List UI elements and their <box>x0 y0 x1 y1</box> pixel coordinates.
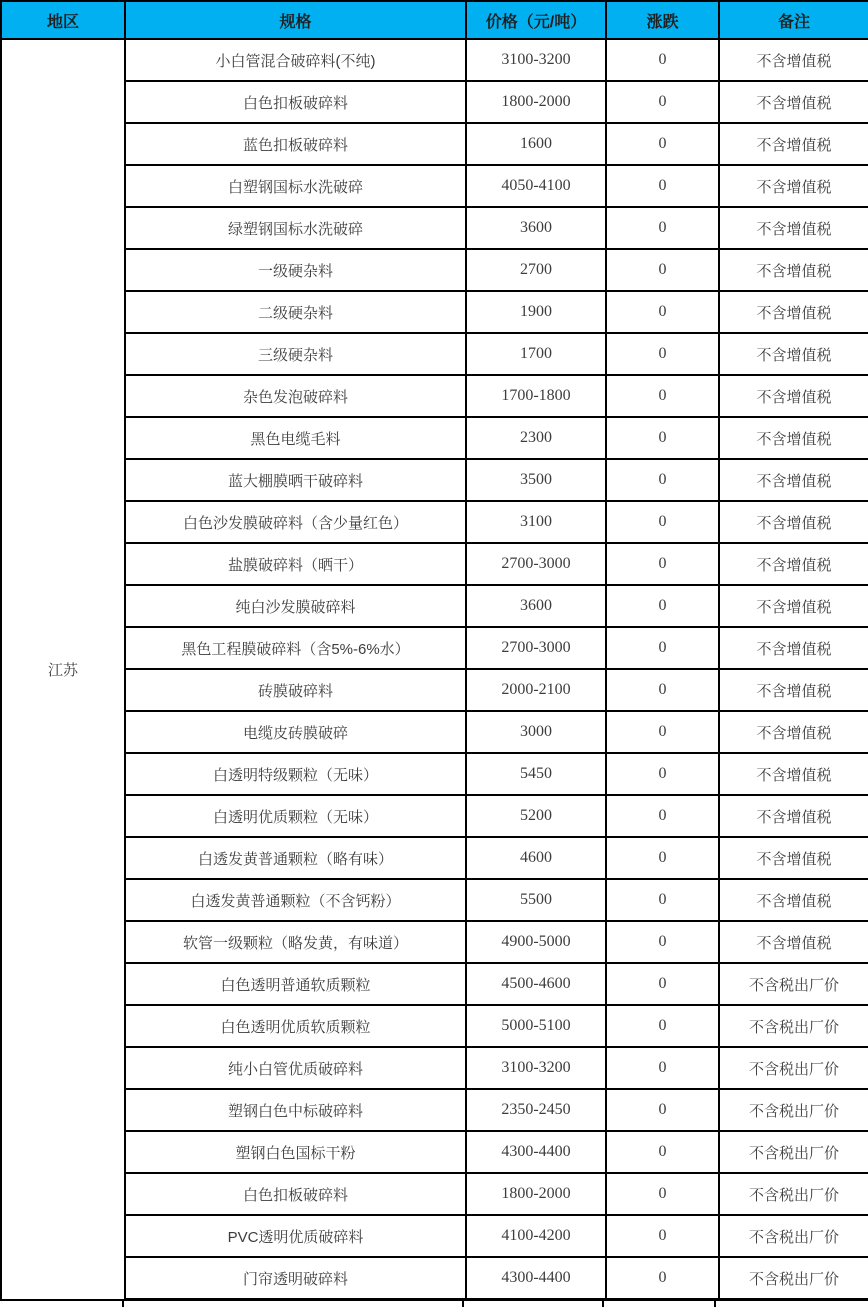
spec-cell: 白色扣板破碎料 <box>125 1173 466 1215</box>
table-row <box>1 291 868 333</box>
change-cell: 0 <box>606 39 719 81</box>
change-cell: 0 <box>606 333 719 375</box>
price-cell: 4100-4200 <box>466 1215 606 1257</box>
note-cell: 不含增值税 <box>719 501 868 543</box>
spec-cell: 盐膜破碎料（晒干） <box>125 543 466 585</box>
price-cell: 1900 <box>466 291 606 333</box>
spec-cell: 白色透明优质软质颗粒 <box>125 1005 466 1047</box>
price-cell: 4300-4400 <box>466 1131 606 1173</box>
spec-cell: 白透明优质颗粒（无味） <box>125 795 466 837</box>
note-cell: 不含增值税 <box>719 585 868 627</box>
note-cell: 不含增值税 <box>719 459 868 501</box>
spec-cell: 一级硬杂料 <box>125 249 466 291</box>
col-header-spec: 规格 <box>125 1 466 39</box>
table-row <box>1 921 868 963</box>
note-cell: 不含增值税 <box>719 417 868 459</box>
change-cell: 0 <box>606 543 719 585</box>
note-cell: 不含税出厂价 <box>719 1215 868 1257</box>
table-row <box>1 963 868 1005</box>
table-row <box>1 333 868 375</box>
price-cell: 3600 <box>466 207 606 249</box>
change-cell: 0 <box>606 1131 719 1173</box>
table-row <box>1 1005 868 1047</box>
spec-cell: 白透发黄普通颗粒（不含钙粉） <box>125 879 466 921</box>
spec-cell: 砖膜破碎料 <box>125 669 466 711</box>
note-cell: 不含增值税 <box>719 249 868 291</box>
note-cell: 不含税出厂价 <box>719 963 868 1005</box>
change-cell: 0 <box>606 1215 719 1257</box>
clipped-cell <box>716 1301 868 1307</box>
change-cell: 0 <box>606 123 719 165</box>
table-row <box>1 39 868 81</box>
note-cell: 不含增值税 <box>719 291 868 333</box>
spec-cell: 纯白沙发膜破碎料 <box>125 585 466 627</box>
note-cell: 不含增值税 <box>719 81 868 123</box>
spec-cell: 电缆皮砖膜破碎 <box>125 711 466 753</box>
spec-cell: 白色扣板破碎料 <box>125 81 466 123</box>
note-cell: 不含增值税 <box>719 375 868 417</box>
spec-cell: 黑色电缆毛料 <box>125 417 466 459</box>
table-row <box>1 417 868 459</box>
note-cell: 不含增值税 <box>719 333 868 375</box>
change-cell: 0 <box>606 291 719 333</box>
price-cell: 2300 <box>466 417 606 459</box>
change-cell: 0 <box>606 837 719 879</box>
price-cell: 3100-3200 <box>466 1047 606 1089</box>
note-cell: 不含增值税 <box>719 921 868 963</box>
spec-cell: 塑钢白色国标干粉 <box>125 1131 466 1173</box>
note-cell: 不含增值税 <box>719 165 868 207</box>
table-row <box>1 81 868 123</box>
table-row <box>1 207 868 249</box>
table-row <box>1 669 868 711</box>
price-cell: 2700 <box>466 249 606 291</box>
spec-cell: 门帘透明破碎料 <box>125 1257 466 1300</box>
table-row <box>1 1047 868 1089</box>
price-cell: 5500 <box>466 879 606 921</box>
spec-cell: 白色透明普通软质颗粒 <box>125 963 466 1005</box>
price-cell: 3100 <box>466 501 606 543</box>
note-cell: 不含增值税 <box>719 753 868 795</box>
price-cell: 4300-4400 <box>466 1257 606 1300</box>
change-cell: 0 <box>606 81 719 123</box>
note-cell: 不含增值税 <box>719 39 868 81</box>
region-cell: 江苏 <box>1 39 125 1300</box>
spec-cell: 软管一级颗粒（略发黄，有味道） <box>125 921 466 963</box>
clipped-cell <box>124 1301 464 1307</box>
change-cell: 0 <box>606 207 719 249</box>
note-cell: 不含税出厂价 <box>719 1257 868 1300</box>
price-cell: 1700-1800 <box>466 375 606 417</box>
col-header-region: 地区 <box>1 1 125 39</box>
spec-cell: 白色沙发膜破碎料（含少量红色） <box>125 501 466 543</box>
change-cell: 0 <box>606 1089 719 1131</box>
price-cell: 5450 <box>466 753 606 795</box>
spec-cell: 三级硬杂料 <box>125 333 466 375</box>
clipped-cell <box>0 1301 124 1307</box>
table-row <box>1 711 868 753</box>
spec-cell: 黑色工程膜破碎料（含5%-6%水） <box>125 627 466 669</box>
price-cell: 4050-4100 <box>466 165 606 207</box>
price-cell: 3100-3200 <box>466 39 606 81</box>
clipped-cell <box>464 1301 604 1307</box>
table-body <box>1 39 868 1300</box>
change-cell: 0 <box>606 417 719 459</box>
spec-cell: 二级硬杂料 <box>125 291 466 333</box>
spec-cell: 塑钢白色中标破碎料 <box>125 1089 466 1131</box>
header-row <box>1 1 868 39</box>
note-cell: 不含增值税 <box>719 543 868 585</box>
change-cell: 0 <box>606 1173 719 1215</box>
spec-cell: 白透发黄普通颗粒（略有味） <box>125 837 466 879</box>
price-cell: 5200 <box>466 795 606 837</box>
spec-cell: 小白管混合破碎料(不纯) <box>125 39 466 81</box>
table-row <box>1 543 868 585</box>
spec-cell: 纯小白管优质破碎料 <box>125 1047 466 1089</box>
change-cell: 0 <box>606 1005 719 1047</box>
note-cell: 不含增值税 <box>719 123 868 165</box>
table-row <box>1 585 868 627</box>
price-cell: 1700 <box>466 333 606 375</box>
spec-cell: PVC透明优质破碎料 <box>125 1215 466 1257</box>
change-cell: 0 <box>606 879 719 921</box>
table-row <box>1 627 868 669</box>
change-cell: 0 <box>606 753 719 795</box>
table-row <box>1 459 868 501</box>
spec-cell: 绿塑钢国标水洗破碎 <box>125 207 466 249</box>
note-cell: 不含增值税 <box>719 879 868 921</box>
price-cell: 3000 <box>466 711 606 753</box>
table-row <box>1 837 868 879</box>
price-cell: 1800-2000 <box>466 1173 606 1215</box>
price-cell: 1800-2000 <box>466 81 606 123</box>
price-cell: 2700-3000 <box>466 543 606 585</box>
change-cell: 0 <box>606 627 719 669</box>
table-row <box>1 879 868 921</box>
price-cell: 4600 <box>466 837 606 879</box>
note-cell: 不含增值税 <box>719 795 868 837</box>
note-cell: 不含增值税 <box>719 627 868 669</box>
table-row <box>1 1215 868 1257</box>
change-cell: 0 <box>606 1047 719 1089</box>
change-cell: 0 <box>606 963 719 1005</box>
note-cell: 不含增值税 <box>719 207 868 249</box>
change-cell: 0 <box>606 165 719 207</box>
table-row <box>1 1131 868 1173</box>
price-cell: 3500 <box>466 459 606 501</box>
table-row <box>1 375 868 417</box>
note-cell: 不含税出厂价 <box>719 1131 868 1173</box>
change-cell: 0 <box>606 375 719 417</box>
price-cell: 5000-5100 <box>466 1005 606 1047</box>
table-row <box>1 249 868 291</box>
table-row <box>1 165 868 207</box>
note-cell: 不含税出厂价 <box>719 1047 868 1089</box>
change-cell: 0 <box>606 585 719 627</box>
change-cell: 0 <box>606 669 719 711</box>
table-row <box>1 501 868 543</box>
price-cell: 4900-5000 <box>466 921 606 963</box>
note-cell: 不含增值税 <box>719 837 868 879</box>
table-row <box>1 1257 868 1300</box>
table-row <box>1 795 868 837</box>
table-row <box>1 1089 868 1131</box>
change-cell: 0 <box>606 1257 719 1300</box>
change-cell: 0 <box>606 459 719 501</box>
change-cell: 0 <box>606 921 719 963</box>
col-header-note: 备注 <box>719 1 868 39</box>
change-cell: 0 <box>606 795 719 837</box>
table-row <box>1 753 868 795</box>
note-cell: 不含增值税 <box>719 711 868 753</box>
price-cell: 2350-2450 <box>466 1089 606 1131</box>
spec-cell: 蓝大棚膜晒干破碎料 <box>125 459 466 501</box>
change-cell: 0 <box>606 249 719 291</box>
col-header-price: 价格（元/吨） <box>466 1 606 39</box>
price-cell: 2000-2100 <box>466 669 606 711</box>
spec-cell: 杂色发泡破碎料 <box>125 375 466 417</box>
note-cell: 不含增值税 <box>719 669 868 711</box>
price-cell: 3600 <box>466 585 606 627</box>
spec-cell: 蓝色扣板破碎料 <box>125 123 466 165</box>
price-cell: 4500-4600 <box>466 963 606 1005</box>
col-header-change: 涨跌 <box>606 1 719 39</box>
table-row <box>1 123 868 165</box>
note-cell: 不含税出厂价 <box>719 1089 868 1131</box>
table-row <box>1 1173 868 1215</box>
spec-cell: 白透明特级颗粒（无味） <box>125 753 466 795</box>
spec-cell: 白塑钢国标水洗破碎 <box>125 165 466 207</box>
price-cell: 2700-3000 <box>466 627 606 669</box>
clipped-next-row <box>0 1301 868 1307</box>
clipped-cell <box>604 1301 717 1307</box>
note-cell: 不含税出厂价 <box>719 1005 868 1047</box>
price-cell: 1600 <box>466 123 606 165</box>
change-cell: 0 <box>606 501 719 543</box>
change-cell: 0 <box>606 711 719 753</box>
note-cell: 不含税出厂价 <box>719 1173 868 1215</box>
